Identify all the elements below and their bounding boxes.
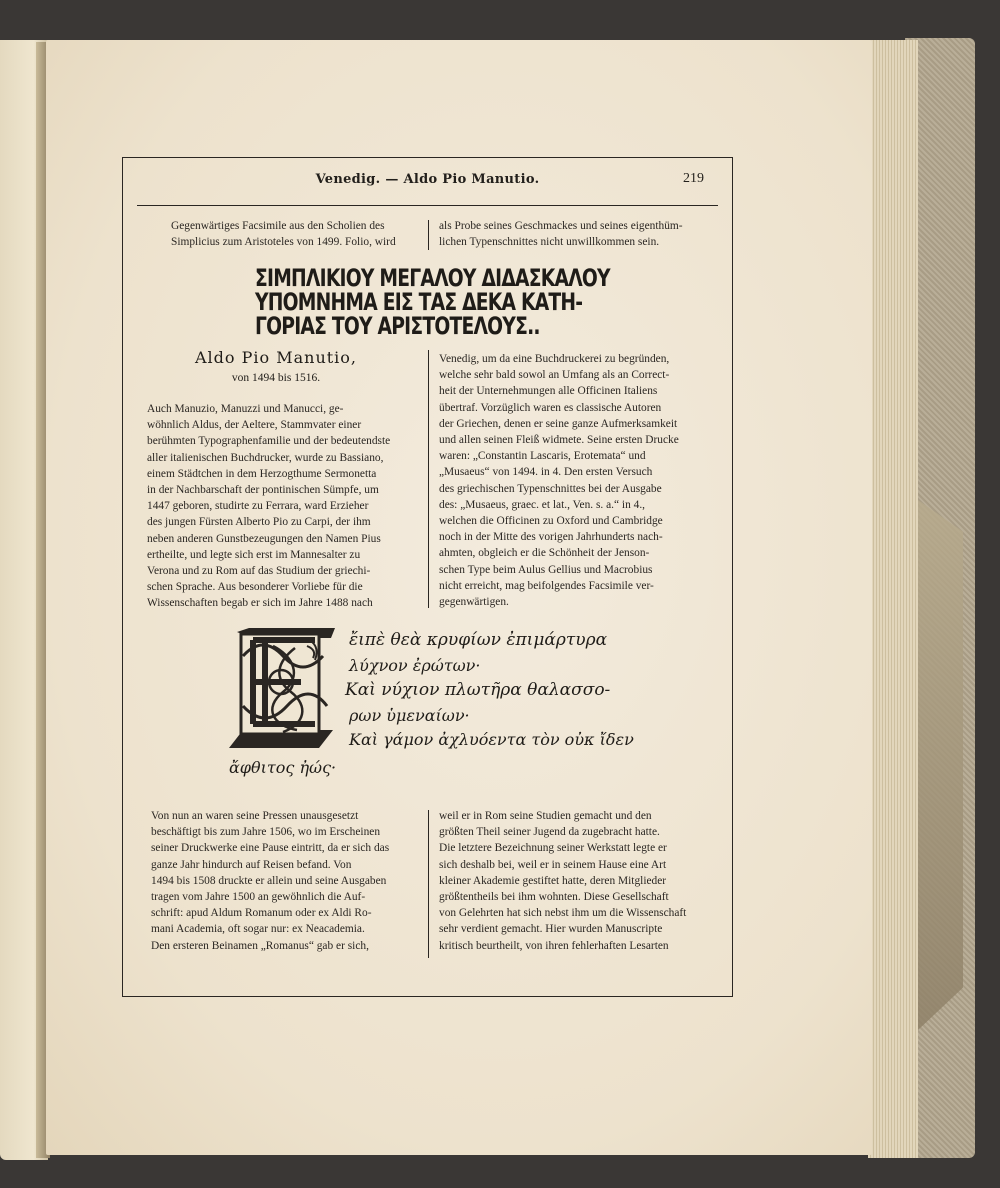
greek-title-facsimile [255,264,610,340]
greek-title-line: ΣΙΜΠΛΙΚΙΟΥ ΜΕΓΑΛΟΥ ΔΙΔΑΣΚΑΛΟΥ [255,264,610,292]
body-left-column [147,401,413,612]
decorated-initial-e [223,626,345,756]
text-line: tragen vom Jahre 1500 an gewöhnlich die Auf- [151,891,366,904]
text-line: von Gelehrten hat sich nebst ihm um die Wissenschaft [439,907,687,920]
text-line: als Probe seines Geschmackes und seines eigenthüm- [439,220,683,232]
text-line: ganze Jahr hindurch auf Reisen befand. Von [151,858,352,871]
intro-right-column [439,218,707,250]
text-line: Venedig, um da eine Buchdruckerei zu begründen, [439,353,670,365]
column-rule [428,810,429,958]
text-line: neben anderen Gunstbezeugungen den Namen Pius [147,532,381,545]
text-line: schen Sprache. Aus besonderer Vorliebe für die [147,581,363,594]
text-line: des jungen Fürsten Alberto Pio zu Carpi, der ihm [147,516,371,529]
text-line: ahmten, obgleich er die Schönheit der Jenson- [439,547,650,560]
text-line: und allen seinen Fleiß widmete. Seine ersten Drucke [439,434,679,447]
facsimile-line: Καὶ γάμον ἀχλυόεντα τὸν οὐκ ἴδεν [349,730,634,749]
bottom-right-column [439,808,707,954]
page-stack-edge [868,40,918,1158]
column-rule [428,220,429,250]
greek-title-line: ΥΠΟΜΝΗΜΑ ΕΙΣ ΤΑΣ ΔΕΚΑ ΚΑΤΗ- [255,288,583,316]
text-line: des griechischen Typenschnittes bei der Ausgabe [439,482,662,495]
text-line: beschäftigt bis zum Jahre 1506, wo im Erscheinen [151,826,381,839]
text-line: gegenwärtigen. [439,596,509,609]
text-line: schrift: apud Aldum Romanum oder ex Aldi Ro- [151,907,372,920]
text-line: Wissenschaften begab er sich im Jahre 1488 nach [147,597,373,610]
bottom-left-column [151,808,413,954]
running-title: Venedig. — Aldo Pio Manutio. [315,172,540,187]
facsimile-line: Καὶ νύχιον πλωτῆρα θαλασσο- [345,680,611,700]
facsimile-line: ρων ὑμεναίων· [349,706,470,725]
text-line: Auch Manuzio, Manuzzi und Manucci, ge- [147,403,344,415]
text-line: Verona und zu Rom auf das Studium der griechi- [147,565,371,578]
text-line: lichen Typenschnittes nicht unwillkommen sein. [439,236,660,249]
text-line: aller italienischen Buchdrucker, wurde zu Bassiano, [147,451,384,464]
text-line: größtentheils bei ihm wohnten. Diese Gesellschaft [439,891,669,904]
cover-corner [918,500,963,1030]
page-number: 219 [683,171,704,186]
text-line: Den ersteren Beinamen „Romanus“ gab er sich, [151,939,369,952]
text-line: noch in der Mitte des vorigen Jahrhunderts nach- [439,531,663,544]
running-header [123,158,732,206]
text-line: waren: „Constantin Lascaris, Erotemata“ und [439,450,646,463]
text-line: Von nun an waren seine Pressen unausgesetzt [151,810,359,822]
text-line: heit der Unternehmungen alle Officinen Italiens [439,385,658,398]
text-line: welchen die Officinen zu Oxford und Cambridge [439,515,663,528]
text-line: Die letztere Bezeichnung seiner Werkstatt legte er [439,842,667,855]
musaeus-facsimile [223,626,643,796]
column-rule [428,350,429,608]
text-line: „Musaeus“ von 1494. in 4. Den ersten Versuch [439,466,653,479]
section-title: Aldo Pio Manutio, [194,348,358,367]
text-line: in der Nachbarschaft der pontinischen Sümpfe, um [147,484,379,497]
text-line: übertraf. Vorzüglich waren es classische Autoren [439,401,662,414]
section-subtitle: von 1494 bis 1516. [231,372,321,384]
text-line: der Griechen, denen er seine ganze Aufmerksamkeit [439,417,678,430]
text-line: mani Academia, oft sogar nur: ex Neacademia. [151,923,365,936]
text-line: des: „Musaeus, graec. et lat., Ven. s. a.“ in 4., [439,498,646,511]
facsimile-line: ἔιπὲ θεὰ κρυφίων ἐπιμάρτυρα [349,630,608,650]
text-line: sich deshalb bei, weil er in seinem Hause eine Art [439,858,667,871]
text-line: Simplicius zum Aristoteles von 1499. Folio, wird [171,236,396,249]
header-rule [137,205,718,206]
facsimile-line: λύχνον ἐρώτων· [349,656,481,675]
text-line: seiner Druckwerke eine Pause eintritt, da er sich das [151,842,390,855]
text-line: kleiner Akademie gestiftet hatte, deren Mitglieder [439,874,667,887]
text-line: nicht erreicht, mag beifolgendes Facsimile ver- [439,579,654,592]
text-line: größten Theil seiner Jugend da zugebracht hatte. [439,826,660,839]
text-line: sehr verdient gemacht. Hier wurden Manuscripte [439,923,663,936]
text-line: kritisch beurtheilt, von ihren fehlerhaften Lesarten [439,939,669,952]
text-frame [122,157,733,997]
greek-title-line: ΓΟΡΙΑΣ ΤΟΥ ΑΡΙΣΤΟΤΕΛΟΥΣ.. [255,312,540,340]
text-line: Gegenwärtiges Facsimile aus den Scholien des [171,220,385,232]
text-line: 1494 bis 1508 druckte er allein und seine Ausgaben [151,874,387,887]
body-right-column [439,351,707,610]
text-line: wöhnlich Aldus, der Aeltere, Stammvater einer [147,419,362,432]
text-line: ertheilte, und legte sich erst im Mannesalter zu [147,548,361,561]
text-line: schen Type beim Aulus Gellius und Macrobius [439,563,653,576]
facsimile-line: ἄφθιτος ἠώς· [229,758,337,777]
text-line: berühmten Typographenfamilie und der bedeutendste [147,435,391,448]
text-line: welche sehr bald sowol an Umfang als an Correct- [439,369,670,382]
intro-left-column [171,218,419,250]
text-line: 1447 geboren, studirte zu Ferrara, ward Erzieher [147,500,369,513]
text-line: einem Städtchen in dem Herzogthume Sermonetta [147,467,377,480]
text-line: weil er in Rom seine Studien gemacht und den [439,810,652,822]
